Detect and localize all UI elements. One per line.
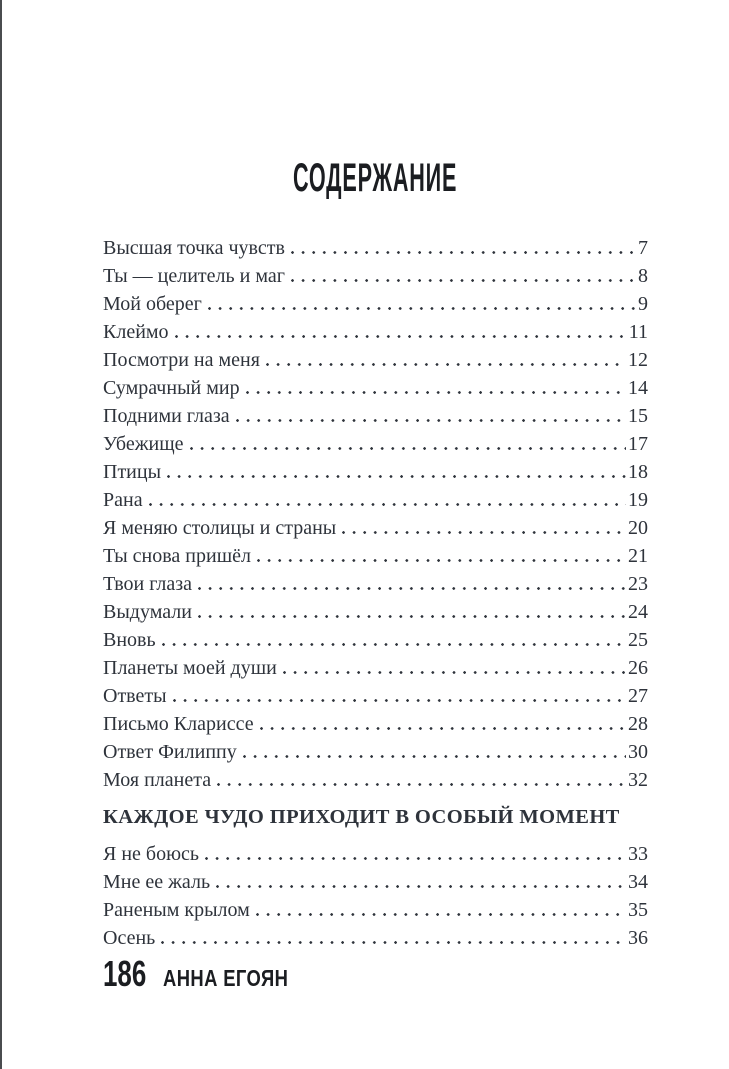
toc-entry-title: Осень: [103, 927, 156, 949]
dot-leader: [342, 531, 626, 534]
toc-entry: [103, 924, 648, 952]
toc-entry: [103, 766, 648, 794]
toc-entry: [103, 710, 648, 738]
toc-entry-title: Вновь: [103, 629, 156, 651]
toc-entry-page: 19: [628, 489, 648, 511]
toc-entry-page: 12: [628, 349, 648, 371]
toc-entry: [103, 738, 648, 766]
toc-entry-page: 35: [628, 899, 648, 921]
toc-entry: [103, 570, 648, 598]
dot-leader: [236, 419, 626, 422]
toc-entry: [103, 626, 648, 654]
dot-leader: [291, 279, 636, 282]
toc-entry-page: 21: [628, 545, 648, 567]
toc-entry-title: Ответ Филиппу: [103, 741, 237, 763]
toc-entry-page: 30: [628, 741, 648, 763]
toc-entry-page: 17: [628, 433, 648, 455]
toc-entry-page: 11: [628, 321, 648, 343]
toc-entry: [103, 458, 648, 486]
toc-entry-title: Мой оберег: [103, 293, 202, 315]
dot-leader: [167, 475, 626, 478]
dot-leader: [190, 447, 627, 450]
toc-entry: [103, 896, 648, 924]
toc-entry: [103, 654, 648, 682]
toc-entry-page: 7: [638, 237, 648, 259]
footer-author: АННА ЕГОЯН: [163, 965, 289, 991]
dot-leader: [198, 587, 626, 590]
toc-entry-page: 14: [628, 377, 648, 399]
dot-leader: [162, 643, 626, 646]
toc-entry: [103, 840, 648, 868]
page-edge-line: [0, 0, 2, 1069]
toc-entry: [103, 514, 648, 542]
toc-entry-title: Ты — целитель и маг: [103, 265, 285, 287]
toc-entry: [103, 430, 648, 458]
toc-entry-title: Планеты моей души: [103, 657, 277, 679]
toc-entry: [103, 868, 648, 896]
dot-leader: [205, 857, 626, 860]
toc-entry-title: Рана: [103, 489, 143, 511]
toc-entry-page: 28: [628, 713, 648, 735]
toc-entry-page: 32: [628, 769, 648, 791]
dot-leader: [291, 251, 636, 254]
folio-page-number: 186: [103, 953, 147, 994]
dot-leader: [260, 727, 626, 730]
toc-entry-title: Я не боюсь: [103, 843, 200, 865]
toc-entry-title: Сумрачный мир: [103, 377, 240, 399]
toc-entry-page: 18: [628, 461, 648, 483]
toc-entry-title: Убежище: [103, 433, 184, 455]
toc-entry-title: Клеймо: [103, 321, 169, 343]
toc-entry-page: 23: [628, 573, 648, 595]
toc-entry-page: 8: [638, 265, 648, 287]
toc-entry: [103, 262, 648, 290]
toc-entry: [103, 542, 648, 570]
toc-entry: [103, 346, 648, 374]
toc-entry-page: 36: [628, 927, 648, 949]
toc-entry-page: 34: [628, 871, 648, 893]
dot-leader: [266, 363, 626, 366]
toc-list-main: [103, 234, 648, 794]
dot-leader: [175, 335, 627, 338]
toc-entry-title: Высшая точка чувств: [103, 237, 285, 259]
toc-entry-title: Мне ее жаль: [103, 871, 211, 893]
dot-leader: [217, 783, 626, 786]
page-title-text: СОДЕРЖАНИЕ: [293, 156, 458, 200]
toc-entry: [103, 374, 648, 402]
toc-entry-title: Я меняю столицы и страны: [103, 517, 337, 539]
toc-entry-title: Птицы: [103, 461, 162, 483]
toc-entry-page: 33: [628, 843, 648, 865]
dot-leader: [149, 503, 626, 506]
toc-entry-title: Выдумали: [103, 601, 192, 623]
toc-list-section: [103, 840, 648, 952]
dot-leader: [283, 671, 626, 674]
toc-entry: [103, 682, 648, 710]
section-heading: КАЖДОЕ ЧУДО ПРИХОДИТ В ОСОБЫЙ МОМЕНТ: [103, 806, 620, 828]
toc-entry: [103, 486, 648, 514]
page-title: [103, 158, 648, 198]
toc-entry-page: 15: [628, 405, 648, 427]
toc-entry-page: 26: [628, 657, 648, 679]
toc-entry-page: 27: [628, 685, 648, 707]
dot-leader: [161, 941, 626, 944]
dot-leader: [198, 615, 626, 618]
toc-entry-title: Ответы: [103, 685, 167, 707]
dot-leader: [173, 699, 626, 702]
page-footer: [103, 953, 320, 994]
toc-entry-title: Подними глаза: [103, 405, 230, 427]
toc-entry: [103, 598, 648, 626]
toc-entry-title: Посмотри на меня: [103, 349, 260, 371]
dot-leader: [246, 391, 626, 394]
toc-entry: [103, 290, 648, 318]
toc-entry-title: Твои глаза: [103, 573, 193, 595]
toc-entry-title: Письмо Клариссе: [103, 713, 254, 735]
toc-entry: [103, 318, 648, 346]
toc-entry-page: 9: [638, 293, 648, 315]
dot-leader: [216, 885, 626, 888]
dot-leader: [208, 307, 636, 310]
toc-entry: [103, 402, 648, 430]
toc-entry-title: Моя планета: [103, 769, 212, 791]
dot-leader: [256, 913, 626, 916]
toc-entry-title: Раненым крылом: [103, 899, 250, 921]
toc-entry-page: 24: [628, 601, 648, 623]
toc-entry-title: Ты снова пришёл: [103, 545, 251, 567]
toc-entry-page: 20: [628, 517, 648, 539]
dot-leader: [243, 755, 626, 758]
toc-entry-page: 25: [628, 629, 648, 651]
toc-entry: [103, 234, 648, 262]
dot-leader: [257, 559, 626, 562]
